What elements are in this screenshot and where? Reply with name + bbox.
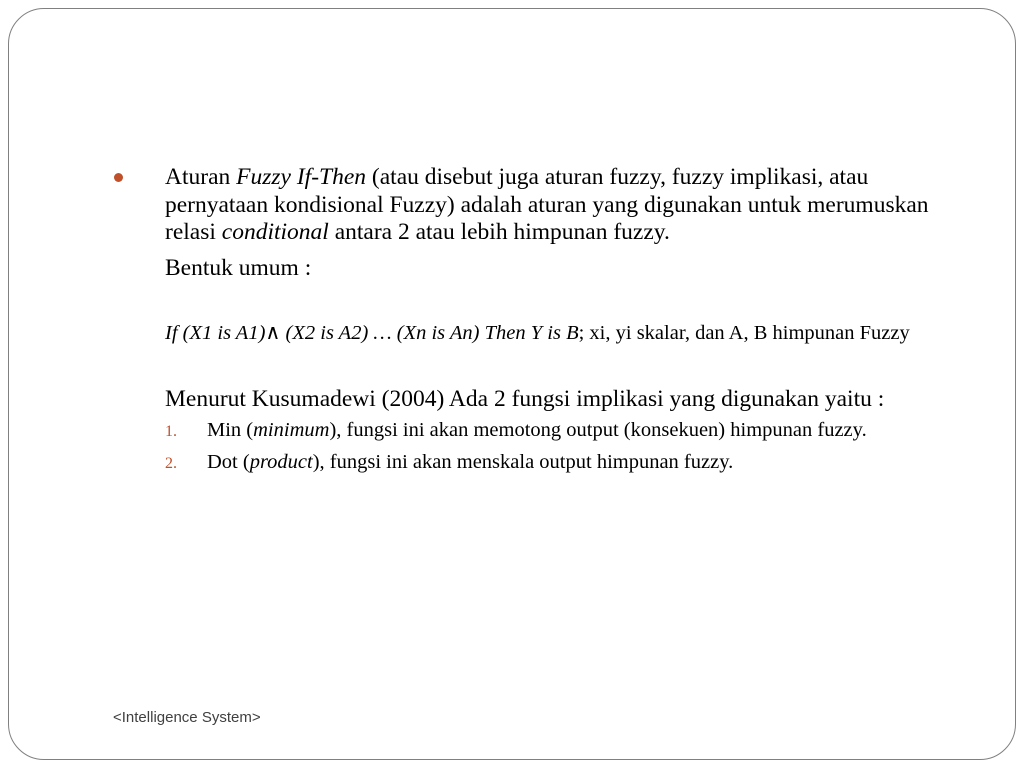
list-item-text-2: ), fungsi ini akan memotong output (konsekuen) himpunan fuzzy.: [329, 418, 867, 441]
footer-text: <Intelligence System>: [113, 709, 261, 726]
definition-italic-term: Fuzzy If-Then: [236, 164, 367, 190]
implication-list: [165, 418, 965, 474]
kusumadewi-paragraph: Menurut Kusumadewi (2004) Ada 2 fungsi implikasi yang digunakan yaitu :: [165, 386, 885, 412]
slide-content: [165, 164, 965, 474]
list-item: [165, 418, 965, 442]
list-item-text-1: Min (: [207, 418, 254, 441]
rule-formula-italic: If (X1 is A1)∧ (X2 is A2) … (Xn is An) Then Y is B: [165, 322, 579, 344]
list-item-text-2: ), fungsi ini akan menskala output himpunan fuzzy.: [312, 450, 734, 473]
bullet-dot-icon: [114, 173, 123, 182]
definition-paragraph: [165, 164, 965, 247]
general-form-label: Bentuk umum :: [165, 254, 312, 281]
definition-italic-conditional: conditional: [221, 219, 329, 245]
definition-text-2: (atau disebut juga aturan fuzzy, fuzzy implikasi, atau pernyataan kondisional Fuzzy) adalah aturan yang digunakan untuk merumuskan relasi: [165, 164, 929, 245]
rule-formula: [165, 321, 965, 345]
list-number: 1.: [165, 422, 177, 440]
list-item: [165, 450, 965, 474]
list-item-italic: minimum: [253, 418, 330, 441]
list-item-italic: product: [249, 450, 313, 473]
rule-formula-rest: ; xi, yi skalar, dan A, B himpunan Fuzzy: [578, 322, 910, 344]
list-number: 2.: [165, 454, 177, 472]
definition-text-3: antara 2 atau lebih himpunan fuzzy.: [328, 219, 670, 245]
list-item-text-1: Dot (: [207, 450, 250, 473]
definition-text-1: Aturan: [165, 164, 237, 190]
